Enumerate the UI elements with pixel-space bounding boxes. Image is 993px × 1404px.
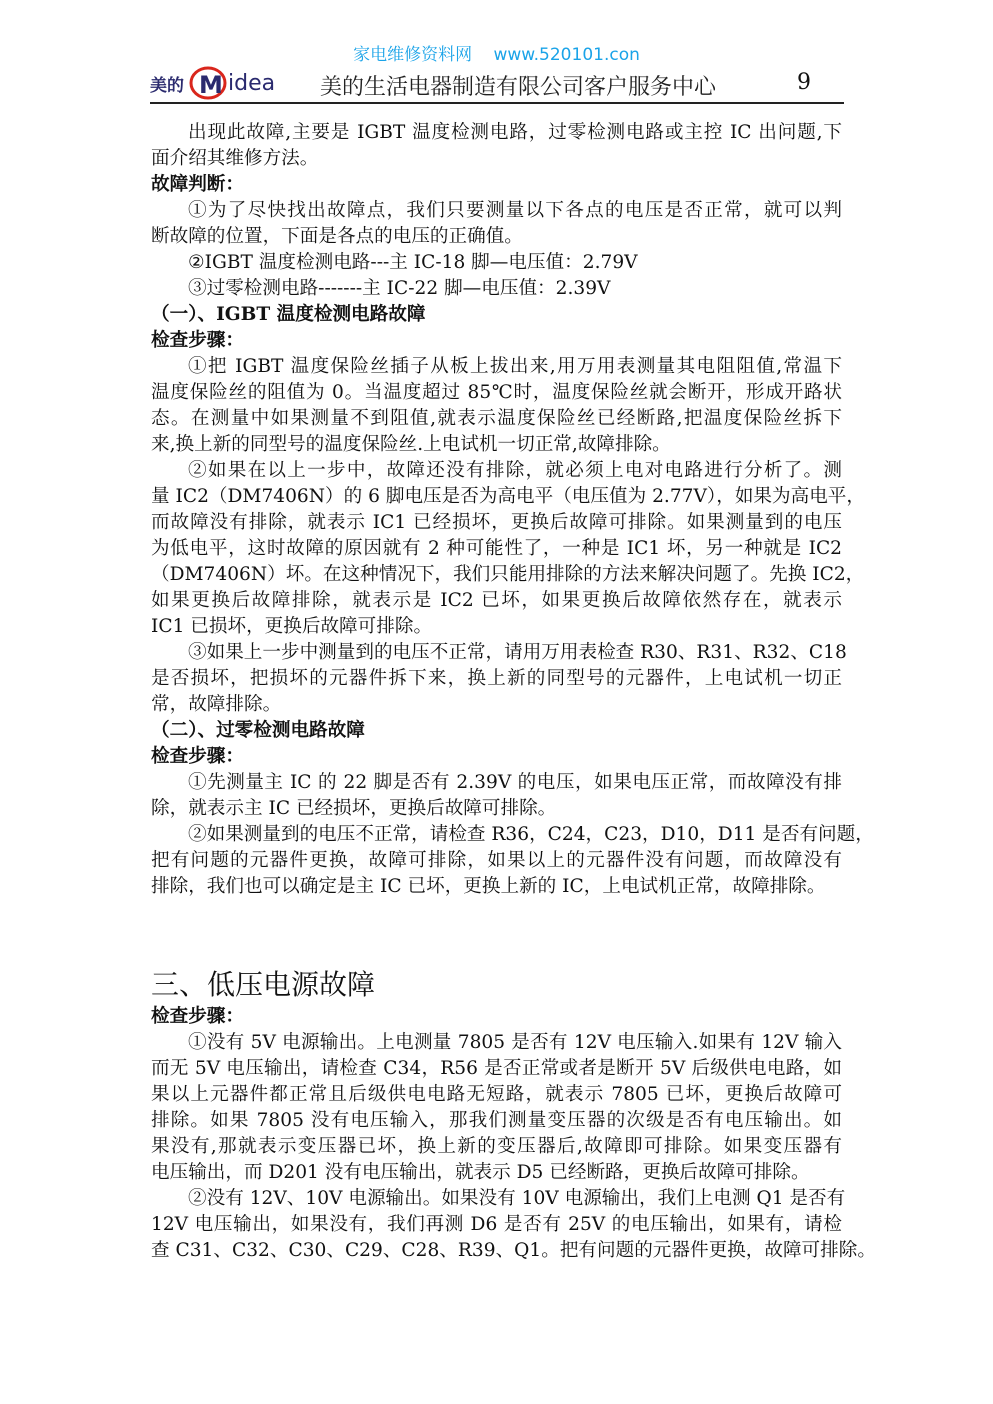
text-line: 三、低压电源故障	[151, 968, 376, 1001]
paragraph	[151, 640, 847, 718]
text-line: 排除。如果 7805 没有电压输入，那我们测量变压器的次级是否有电压输出。如	[151, 1110, 842, 1131]
text-line: ②IGBT 温度检测电路---主 IC-18 脚—电压值：2.79V	[188, 252, 638, 273]
logo-en: idea	[228, 70, 276, 96]
subheading	[151, 1004, 842, 1030]
paragraph	[151, 120, 842, 172]
text-line: ①为了尽快找出故障点，我们只要测量以下各点的电压是否正常，就可以判	[188, 200, 842, 221]
subheading	[151, 302, 842, 328]
text-line: 检查步骤：	[151, 746, 244, 767]
text-line: 检查步骤：	[151, 330, 244, 351]
paragraph	[151, 250, 842, 276]
subheading	[151, 328, 842, 354]
text-line: 而无 5V 电压输出，请检查 C34，R56 是否正常或者是断开 5V 后级供电电路，如	[151, 1058, 842, 1079]
logo-m-letter: M	[199, 71, 223, 99]
paragraph	[151, 770, 842, 822]
text-line: 排除，我们也可以确定是主 IC 已坏，更换上新的 IC，上电试机正常，故障排除。	[151, 876, 826, 897]
text-line: （DM7406N）坏。在这种情况下，我们只能用排除的方法来解决问题了。先换 IC2，	[151, 564, 865, 585]
text-line: 态。在测量中如果测量不到阻值,就表示温度保险丝已经断路,把温度保险丝拆下	[151, 408, 842, 429]
text-line: 来,换上新的同型号的温度保险丝.上电试机一切正常,故障排除。	[151, 434, 671, 455]
paragraph	[151, 458, 865, 640]
paragraph	[151, 1030, 842, 1186]
subheading	[151, 172, 842, 198]
paragraph	[151, 276, 842, 302]
midea-swoosh-icon	[188, 66, 228, 100]
text-line: 把有问题的元器件更换，故障可排除，如果以上的元器件没有问题，而故障没有	[151, 850, 842, 871]
text-line: ①先测量主 IC 的 22 脚是否有 2.39V 的电压，如果电压正常，而故障没有排	[188, 772, 842, 793]
paragraph	[151, 354, 842, 458]
subheading	[151, 744, 842, 770]
text-line: 而故障没有排除，就表示 IC1 已经损坏，更换后故障可排除。如果测量到的电压	[151, 512, 842, 533]
text-line: 12V 电压输出，如果没有，我们再测 D6 是否有 25V 的电压输出，如果有，请检	[151, 1214, 842, 1235]
watermark-url: www.520101.con	[493, 45, 640, 65]
text-line: ③过零检测电路-------主 IC-22 脚—电压值：2.39V	[188, 278, 611, 299]
text-line: 果以上元器件都正常且后级供电电路无短路，就表示 7805 已坏，更换后故障可	[151, 1084, 842, 1105]
midea-logo	[150, 66, 275, 100]
text-line: 常，故障排除。	[151, 694, 282, 715]
text-line: ①把 IGBT 温度保险丝插子从板上拔出来,用万用表测量其电阻阻值,常温下	[188, 356, 842, 377]
logo-cn: 美的	[150, 75, 184, 96]
text-line: 温度保险丝的阻值为 0。当温度超过 85℃时，温度保险丝就会断开，形成开路状	[151, 382, 842, 403]
text-line: （一）、IGBT 温度检测电路故障	[151, 304, 426, 325]
text-line: 除，就表示主 IC 已经损坏，更换后故障可排除。	[151, 798, 557, 819]
text-line: 查 C31、C32、C30、C29、C28、R39、Q1。把有问题的元器件更换，故障可排除。	[151, 1240, 876, 1261]
page-header	[150, 64, 844, 104]
text-line: 断故障的位置，下面是各点的电压的正确值。	[151, 226, 523, 247]
text-line: ③如果上一步中测量到的电压不正常，请用万用表检查 R30、R31、R32、C18	[188, 642, 847, 663]
paragraph	[151, 1186, 876, 1264]
text-line: 电压输出，而 D201 没有电压输出，就表示 D5 已经断路，更换后故障可排除。	[151, 1162, 810, 1183]
text-line: 如果更换后故障排除，就表示是 IC2 已坏，如果更换后故障依然存在，就表示	[151, 590, 842, 611]
text-line: 检查步骤：	[151, 1006, 244, 1027]
text-line: 故障判断：	[151, 174, 244, 195]
page-number: 9	[797, 70, 811, 95]
text-line: （二）、过零检测电路故障	[151, 720, 365, 741]
subheading	[151, 718, 842, 744]
paragraph	[151, 822, 874, 900]
text-line: 出现此故障,主要是 IGBT 温度检测电路，过零检测电路或主控 IC 出问题,下	[188, 122, 842, 143]
text-line: 为低电平，这时故障的原因就有 2 种可能性了，一种是 IC1 坏，另一种就是 IC2	[151, 538, 842, 559]
text-line: 是否损坏，把损坏的元器件拆下来，换上新的同型号的元器件，上电试机一切正	[151, 668, 842, 689]
document-body	[151, 120, 876, 1264]
watermark	[0, 40, 993, 65]
header-title: 美的生活电器制造有限公司客户服务中心	[320, 75, 717, 100]
paragraph	[151, 198, 842, 250]
text-line: 果没有,那就表示变压器已坏，换上新的变压器后,故障即可排除。如果变压器有	[151, 1136, 842, 1157]
text-line: ②如果在以上一步中，故障还没有排除，就必须上电对电路进行分析了。测	[188, 460, 842, 481]
text-line: ①没有 5V 电源输出。上电测量 7805 是否有 12V 电压输入.如果有 12V 输入	[188, 1032, 842, 1053]
section-heading	[151, 965, 842, 1005]
watermark-site-name: 家电维修资料网	[353, 45, 473, 65]
text-line: ②没有 12V、10V 电源输出。如果没有 10V 电源输出，我们上电测 Q1 是否有	[188, 1188, 846, 1209]
text-line: IC1 已损坏，更换后故障可排除。	[151, 616, 433, 637]
text-line: 面介绍其维修方法。	[151, 148, 319, 169]
text-line: ②如果测量到的电压不正常，请检查 R36，C24，C23，D10，D11 是否有问题，	[188, 824, 874, 845]
text-line: 量 IC2（DM7406N）的 6 脚电压是否为高电平（电压值为 2.77V），如果为高电平，	[151, 486, 865, 507]
